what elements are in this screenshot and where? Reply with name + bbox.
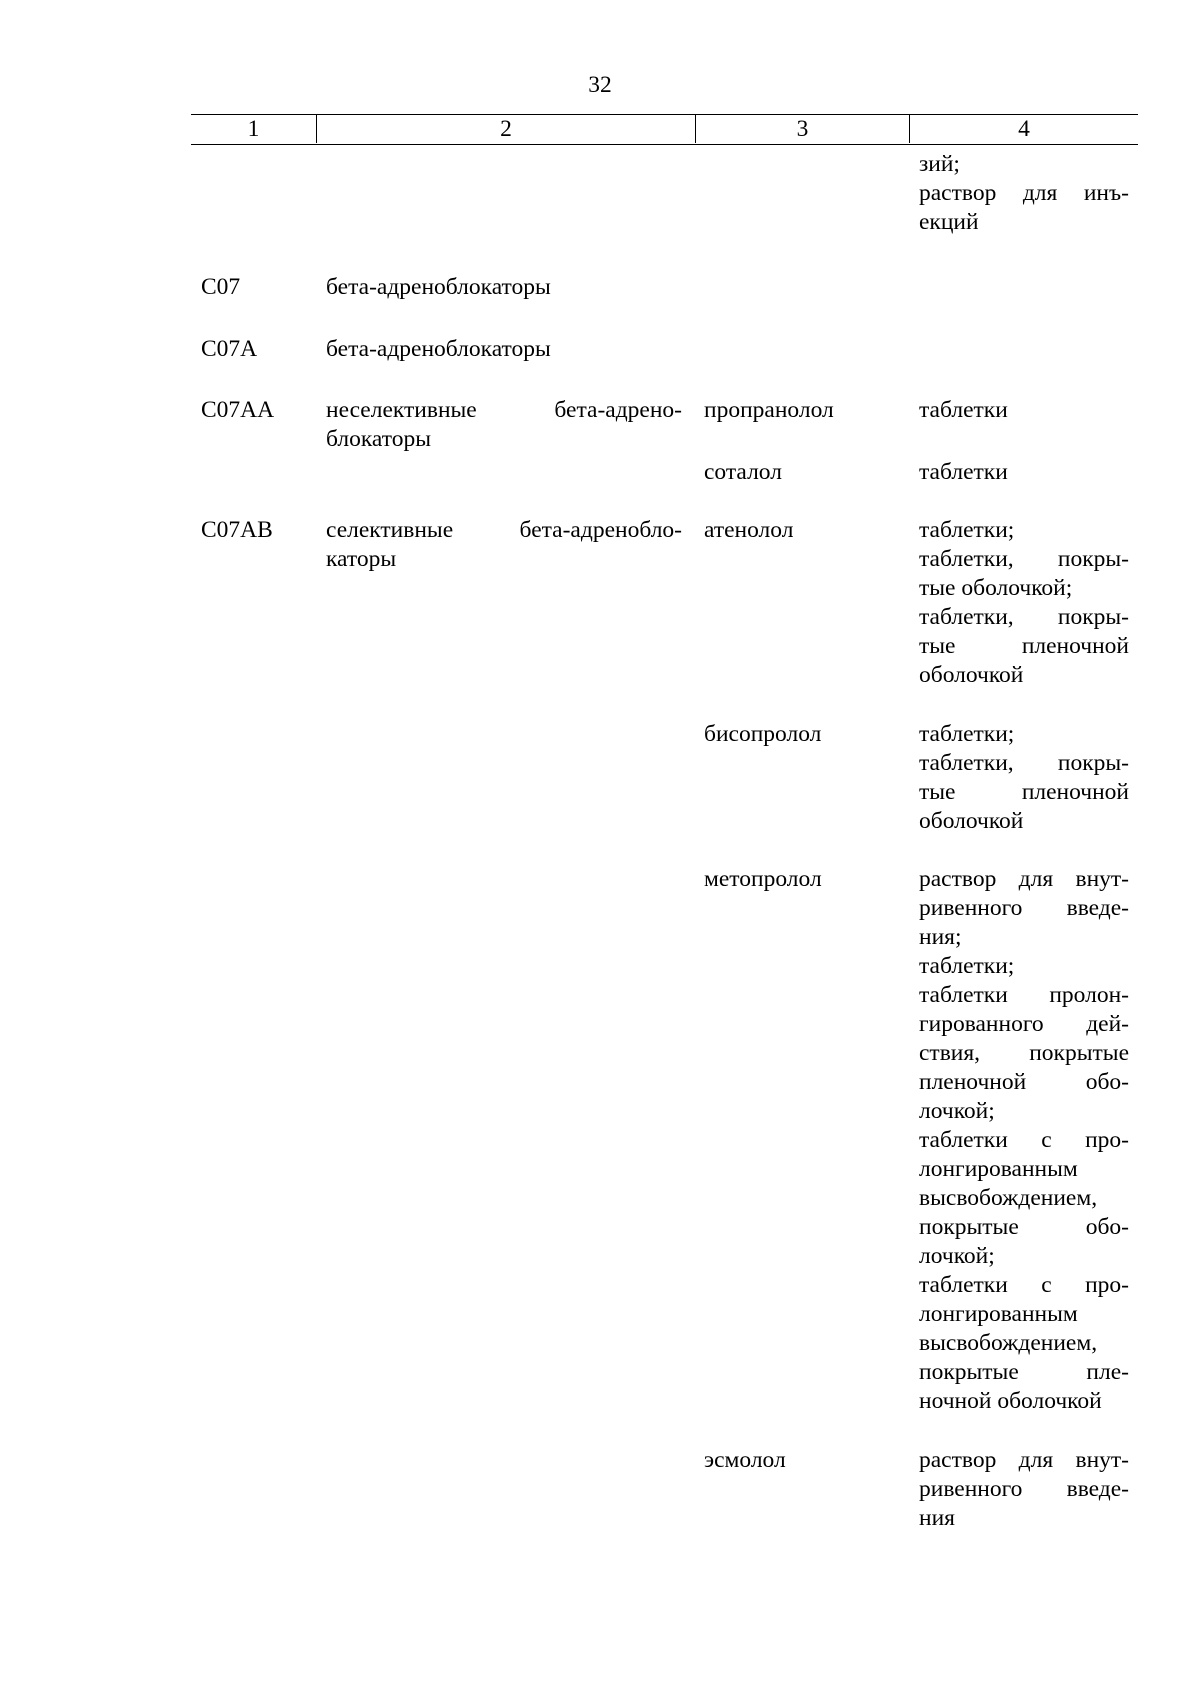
atc-group: [326, 516, 682, 574]
drug-forms: [919, 396, 1129, 425]
drug-name: бисопролол: [704, 721, 822, 747]
form-line: оболочкой: [919, 808, 1024, 834]
drug-forms: [919, 720, 1129, 836]
form-line: ния;: [919, 924, 962, 950]
form-line: таблетки: [919, 397, 1008, 423]
drug-name: эсмолол: [704, 1447, 786, 1473]
column-header-4: 4: [909, 115, 1138, 143]
column-header-3: 3: [695, 115, 909, 143]
form-line: ривенного введе-: [919, 1476, 1129, 1502]
form-line: тые пленочной: [919, 633, 1129, 659]
form-line: покрытые пле-: [919, 1359, 1129, 1385]
form-line: тые оболочкой;: [919, 575, 1073, 601]
form-line: гированного дей-: [919, 1011, 1129, 1037]
form-line: таблетки пролон-: [919, 982, 1129, 1008]
form-line: таблетки с про-: [919, 1272, 1129, 1298]
table-header: [191, 114, 1138, 145]
atc-code: C07AB: [201, 517, 273, 543]
form-line: раствор для инъ-: [919, 180, 1129, 206]
drug-name: соталол: [704, 459, 782, 485]
drug-name: метопролол: [704, 866, 822, 892]
atc-group: [326, 335, 682, 364]
form-line: екций: [919, 209, 979, 235]
page-number: 32: [588, 72, 612, 98]
drug-forms: [919, 458, 1129, 487]
form-line: таблетки;: [919, 953, 1015, 979]
form-line: лонгированным: [919, 1301, 1078, 1327]
form-line: пленочной обо-: [919, 1069, 1129, 1095]
group-line: блокаторы: [326, 426, 431, 452]
form-line: ния: [919, 1505, 955, 1531]
form-line: таблетки с про-: [919, 1127, 1129, 1153]
form-line: лонгированным: [919, 1156, 1078, 1182]
form-line: зий;: [919, 151, 960, 177]
form-line: покрытые обо-: [919, 1214, 1129, 1240]
form-line: таблетки;: [919, 721, 1015, 747]
group-line: каторы: [326, 546, 397, 572]
drug-name: атенолол: [704, 517, 794, 543]
form-line: раствор для внут-: [919, 866, 1129, 892]
form-line: таблетки;: [919, 517, 1015, 543]
form-line: таблетки, покры-: [919, 750, 1129, 776]
atc-code: C07A: [201, 336, 258, 362]
group-line: бета-адреноблокаторы: [326, 336, 551, 362]
form-line: оболочкой: [919, 662, 1024, 688]
group-line: бета-адреноблокаторы: [326, 274, 551, 300]
drug-forms: [919, 516, 1129, 690]
group-line: селективные бета-адренобло-: [326, 517, 682, 543]
atc-group: [326, 396, 682, 454]
form-line: тые пленочной: [919, 779, 1129, 805]
drug-name: пропранолол: [704, 397, 834, 423]
form-line: таблетки, покры-: [919, 546, 1129, 572]
form-line: таблетки, покры-: [919, 604, 1129, 630]
form-line: ривенного введе-: [919, 895, 1129, 921]
column-header-1: 1: [247, 116, 260, 142]
form-line: ствия, покрытые: [919, 1040, 1129, 1066]
form-line: раствор для внут-: [919, 1447, 1129, 1473]
form-line: лочкой;: [919, 1243, 995, 1269]
drug-forms: [919, 1446, 1129, 1533]
atc-code: C07: [201, 274, 241, 300]
group-line: неселективные бета-адрено-: [326, 397, 682, 423]
atc-code: C07AA: [201, 397, 275, 423]
form-line: высвобождением,: [919, 1185, 1098, 1211]
form-line: высвобождением,: [919, 1330, 1098, 1356]
form-line: таблетки: [919, 459, 1008, 485]
column-header-2: 2: [316, 115, 695, 143]
drug-forms: [919, 865, 1129, 1416]
atc-group: [326, 273, 682, 302]
continuation-forms: [919, 150, 1129, 237]
form-line: лочкой;: [919, 1098, 995, 1124]
form-line: ночной оболочкой: [919, 1388, 1102, 1414]
